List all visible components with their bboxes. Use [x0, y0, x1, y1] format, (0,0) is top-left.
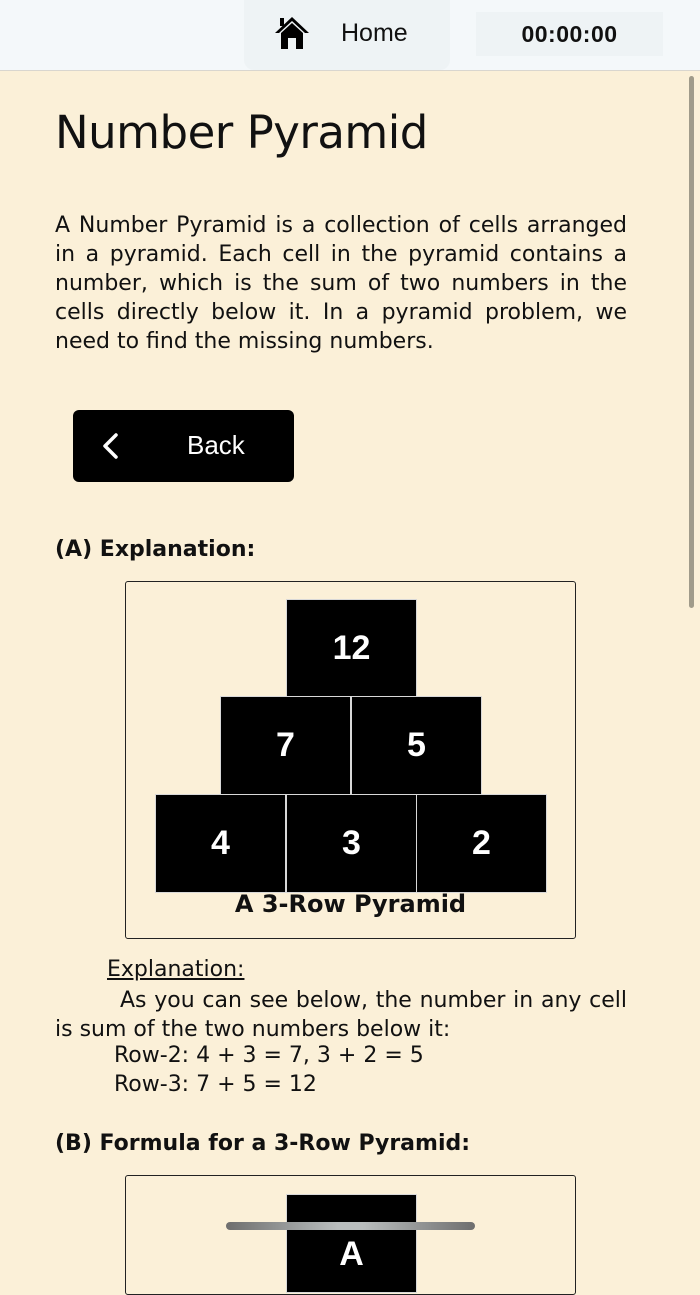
scrollbar[interactable]: [689, 76, 694, 608]
pyramid-cell-middle-left: 7: [221, 697, 350, 794]
formula-cell-top: A: [287, 1195, 416, 1292]
pyramid-figure: [125, 581, 576, 939]
explanation-body: As you can see below, the number in any cell is sum of the two numbers below it:: [55, 988, 627, 1042]
home-button[interactable]: [244, 0, 450, 70]
section-b-heading: (B) Formula for a 3-Row Pyramid:: [55, 1131, 471, 1156]
timer-display: 00:00:00: [476, 12, 663, 56]
top-bar: [0, 0, 700, 71]
house-icon: [274, 16, 310, 50]
explanation-line-row-3: Row-3: 7 + 5 = 12: [114, 1072, 317, 1097]
page-title: Number Pyramid: [55, 106, 428, 159]
explanation-title: Explanation:: [107, 957, 245, 982]
pyramid-cell-bottom-right: 2: [417, 795, 546, 892]
pyramid-caption: A 3-Row Pyramid: [234, 890, 467, 918]
pyramid-cell-middle-right: 5: [352, 697, 481, 794]
back-label: Back: [187, 430, 245, 460]
formula-pyramid-figure: [125, 1175, 576, 1295]
home-label: Home: [341, 19, 408, 47]
section-a-heading: (A) Explanation:: [55, 537, 256, 562]
pyramid-cell-bottom-left: 4: [156, 795, 285, 892]
explanation-line-row-2: Row-2: 4 + 3 = 7, 3 + 2 = 5: [114, 1043, 424, 1068]
home-indicator-bar[interactable]: [226, 1222, 475, 1230]
back-button[interactable]: [73, 410, 294, 482]
pyramid-cell-bottom-middle: 3: [287, 795, 416, 892]
chevron-left-icon: [101, 433, 121, 459]
intro-paragraph: A Number Pyramid is a collection of cells arranged in a pyramid. Each cell in the pyramid contains a number, which is the sum of two numbers in the cells directly below it. In a pyramid problem, we need to find the missing numbers.: [55, 213, 627, 354]
pyramid-cell-top: 12: [287, 600, 416, 697]
